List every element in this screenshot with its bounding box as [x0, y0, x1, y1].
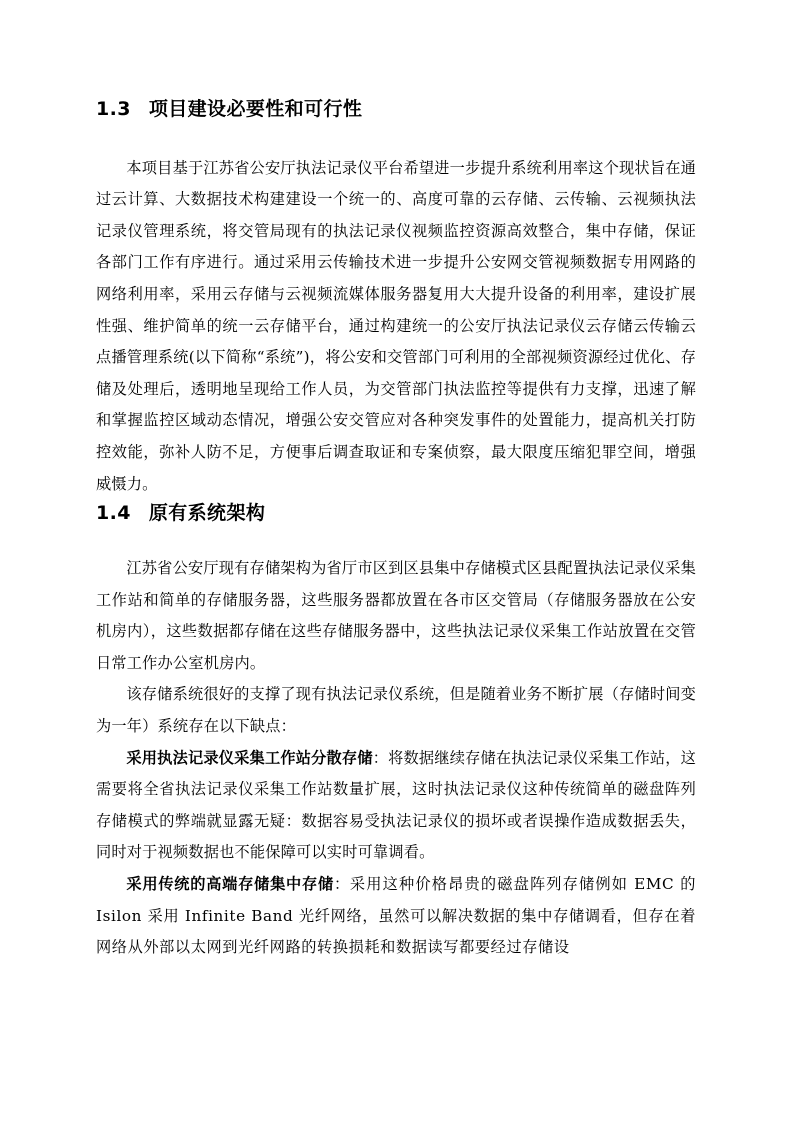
- bullet-text-2: 采用这种价格昂贵的磁盘阵列存储例如 EMC 的 Isilon 采用 Infinite Band 光纤网络，虽然可以解决数据的集中存储调看，但存在着网络从外部以太网到光纤网路的转换损耗和数据读写都要经过存储设: [96, 874, 696, 957]
- section-number: 1.3: [96, 98, 131, 120]
- bullet-paragraph-2: [96, 869, 696, 964]
- bullet-paragraph-1: [96, 743, 696, 869]
- page-content: [96, 96, 696, 964]
- bullet-label-1: 采用执法记录仪采集工作站分散存储: [126, 748, 373, 767]
- bullet-separator-2: ：: [333, 874, 350, 893]
- paragraph-1-4-1: 江苏省公安厅现有存储架构为省厅市区到区县集中存储模式区县配置执法记录仪采集工作站和简单的存储服务器，这些服务器都放置在各市区交管局（存储服务器放在公安机房内），这些数据都存储在这些存储服务器中，这些执法记录仪采集工作站放置在交管日常工作办公室机房内。: [96, 558, 696, 672]
- section-number: 1.4: [96, 502, 131, 525]
- section-title: 原有系统架构: [148, 502, 266, 525]
- section-heading-1-3: [96, 96, 696, 123]
- paragraph-1-4-2: 该存储系统很好的支撑了现有执法记录仪系统，但是随着业务不断扩展（存储时间变为一年）系统存在以下缺点：: [96, 685, 696, 735]
- bullet-separator-1: ：: [372, 748, 389, 767]
- bullet-label-2: 采用传统的高端存储集中存储: [126, 874, 334, 893]
- bullet-text-1: 将数据继续存储在执法记录仪采集工作站，这需要将全省执法记录仪采集工作站数量扩展，这时执法记录仪这种传统简单的磁盘阵列存储模式的弊端就显露无疑：数据容易受执法记录仪的损坏或者误操作造成数据丢失，同时对于视频数据也不能保障可以实时可靠调看。: [96, 748, 697, 862]
- section-heading-1-4: [96, 500, 696, 527]
- section-title: 项目建设必要性和可行性: [148, 98, 363, 120]
- paragraph-1-3-1: 本项目基于江苏省公安厅执法记录仪平台希望进一步提升系统利用率这个现状旨在通过云计算、大数据技术构建建设一个统一的、高度可靠的云存储、云传输、云视频执法记录仪管理系统，将交管局现有的执法记录仪视频监控资源高效整合，集中存储，保证各部门工作有序进行。通过采用云传输技术进一步提升公安网交管视频数据专用网路的网络利用率，采用云存储与云视频流媒体服务器复用大大提升设备的利用率，建设扩展性强、维护简单的统一云存储平台，通过构建统一的公安厅执法记录仪云存储云传输云点播管理系统(以下简称“系统”)，将公安和交管部门可利用的全部视频资源经过优化、存储及处理后，透明地呈现给工作人员，为交管部门执法监控等提供有力支撑，迅速了解和掌握监控区域动态情况，增强公安交管应对各种突发事件的处置能力，提高机关打防控效能，弥补人防不足，方便事后调查取证和专案侦察，最大限度压缩犯罪空间，增强威慑力。: [96, 158, 696, 493]
